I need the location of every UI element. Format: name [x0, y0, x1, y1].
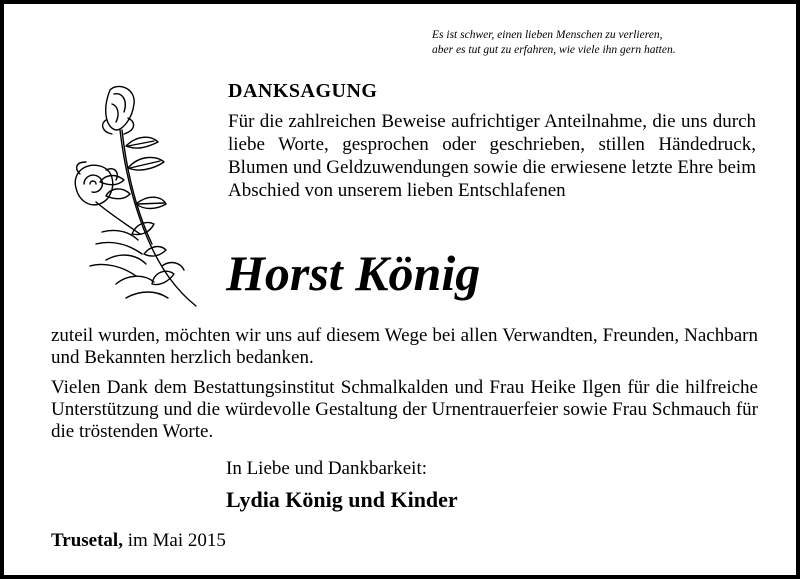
- place-date-line: [51, 530, 226, 552]
- place-name: Trusetal,: [51, 530, 123, 551]
- acknowledgement-paragraph: Vielen Dank dem Bestattungsinstitut Schmalkalden und Frau Heike Ilgen für die hilfreiche Unterstützung und die würdevolle Gestaltung der Urnentrauerfeier sowie Frau Schmauch für die tröstenden Worte.: [51, 377, 758, 442]
- signers-line: Lydia König und Kinder: [226, 487, 458, 512]
- date-text: im Mai 2015: [127, 530, 226, 551]
- quote-line-2: aber es tut gut zu erfahren, wie viele ihn gern hatten.: [432, 44, 676, 56]
- rose-icon: [66, 84, 206, 310]
- heading-title: DANKSAGUNG: [228, 80, 378, 102]
- thanks-paragraph: zuteil wurden, möchten wir uns auf diesem Wege bei allen Verwandten, Freunden, Nachbarn und Bekannten herzlich bedanken.: [51, 325, 758, 368]
- epigraph-quote: [432, 28, 762, 58]
- closing-line: In Liebe und Dankbarkeit:: [226, 458, 428, 479]
- intro-paragraph: Für die zahlreichen Beweise aufrichtiger Anteilnahme, die uns durch liebe Worte, gesprochen oder geschrieben, stillen Händedruck, Blumen und Geldzuwendungen sowie die erwiesene letzte Ehre beim Abschied von unserem lieben Entschlafenen: [228, 111, 756, 201]
- quote-line-1: Es ist schwer, einen lieben Menschen zu verlieren,: [432, 29, 663, 41]
- deceased-name: Horst König: [226, 245, 481, 301]
